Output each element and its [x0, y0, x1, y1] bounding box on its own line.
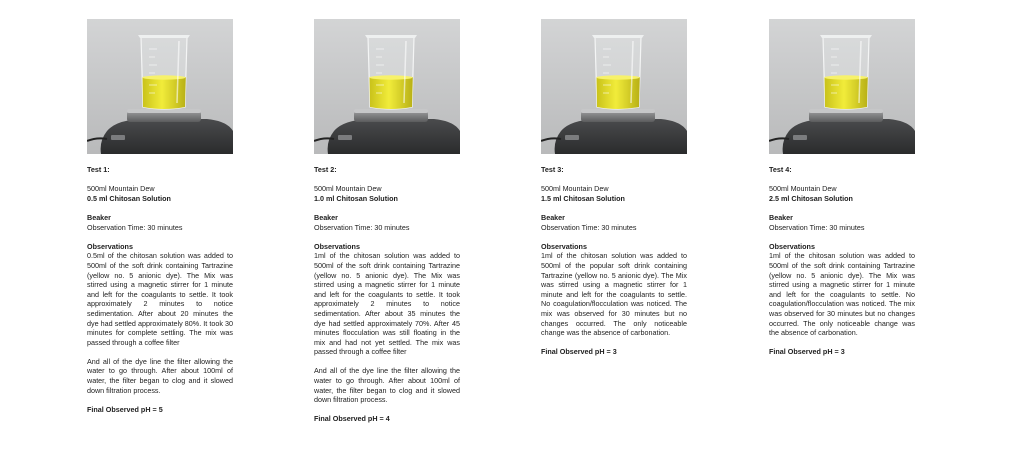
- observations-heading: Observations: [769, 241, 815, 251]
- observation-time: Observation Time: 30 minutes: [87, 222, 183, 232]
- beaker-heading: Beaker: [87, 212, 111, 222]
- beaker-photo: [87, 19, 233, 154]
- beaker-photo: [541, 19, 687, 154]
- solution-amount: 2.5 ml Chitosan Solution: [769, 193, 853, 203]
- observations-text: 1ml of the chitosan solution was added to 500ml of the soft drink containing Tartrazine (yellow no. 5 anionic dye). The Mix was stirred using a magnetic stirrer for 1 minute and left for the coagulants to settle. It took approximately 2 minutes to notice sedimentation. After about 35 minutes the dye had settled approximately 70%. After 45 minutes flocculation was still floating in the mix and had not yet settled. The mix was passed through a coffee filter: [314, 251, 460, 357]
- drink-amount: 500ml Mountain Dew: [314, 184, 382, 194]
- drink-amount: 500ml Mountain Dew: [769, 184, 837, 194]
- observation-time: Observation Time: 30 minutes: [769, 222, 865, 232]
- solution-amount: 1.0 ml Chitosan Solution: [314, 193, 398, 203]
- beaker-photo: [314, 19, 460, 154]
- test-column-1: [87, 19, 233, 414]
- beaker-heading: Beaker: [541, 212, 565, 222]
- observations-text: 0.5ml of the chitosan solution was added to 500ml of the soft drink containing Tartrazine (yellow no. 5 anionic dye). The Mix was stirred using a magnetic stirrer for 1 minute and left for the coagulants to settle. It took approximately 2 minutes to notice sedimentation. After about 20 minutes the dye had settled approximately 80%. It took 30 minutes for complete settling. The mix was passed through a coffee filter: [87, 251, 233, 347]
- observations-text-2: And all of the dye line the filter allowing the water to go through. After about 100ml of water, the filter began to clog and it slowed down filtration process.: [87, 356, 233, 395]
- solution-amount: 0.5 ml Chitosan Solution: [87, 193, 171, 203]
- test-column-2: [314, 19, 460, 424]
- beaker-heading: Beaker: [769, 212, 793, 222]
- drink-amount: 500ml Mountain Dew: [87, 184, 155, 194]
- observation-time: Observation Time: 30 minutes: [314, 222, 410, 232]
- observations-heading: Observations: [314, 241, 360, 251]
- observations-heading: Observations: [87, 241, 133, 251]
- solution-amount: 1.5 ml Chitosan Solution: [541, 193, 625, 203]
- observations-heading: Observations: [541, 241, 587, 251]
- test-title: Test 1:: [87, 165, 110, 174]
- test-title: Test 3:: [541, 165, 564, 174]
- observations-text: 1ml of the chitosan solution was added to 500ml of the soft drink containing Tartrazine (yellow no. 5 anionic dye). The Mix was stirred using a magnetic stirrer for 1 minute and left for the coagulants to settle. No coagulation/flocculation was noticed. The mix was observed for 30 minutes but no changes occurred. The only noticeable change was the absence of carbonation.: [769, 251, 915, 338]
- drink-amount: 500ml Mountain Dew: [541, 184, 609, 194]
- beaker-photo: [769, 19, 915, 154]
- final-ph: Final Observed pH = 4: [314, 414, 390, 424]
- final-ph: Final Observed pH = 3: [769, 347, 845, 357]
- test-title: Test 2:: [314, 165, 337, 174]
- observations-text-2: And all of the dye line the filter allowing the water to go through. After about 100ml of water, the filter began to clog and it slowed down filtration process.: [314, 366, 460, 405]
- observations-text: 1ml of the chitosan solution was added to 500ml of the popular soft drink containing Tartrazine (yellow no. 5 anionic dye). The Mix was stirred using a magnetic stirrer for 1 minute and left for the coagulants to settle. No coagulation/flocculation was noticed. The mix was observed for 30 minutes but no changes occurred. The only noticeable change was the absence of carbonation.: [541, 251, 687, 338]
- test-title: Test 4:: [769, 165, 792, 174]
- test-column-4: [769, 19, 915, 357]
- beaker-heading: Beaker: [314, 212, 338, 222]
- final-ph: Final Observed pH = 5: [87, 404, 163, 414]
- final-ph: Final Observed pH = 3: [541, 347, 617, 357]
- test-column-3: [541, 19, 687, 357]
- observation-time: Observation Time: 30 minutes: [541, 222, 637, 232]
